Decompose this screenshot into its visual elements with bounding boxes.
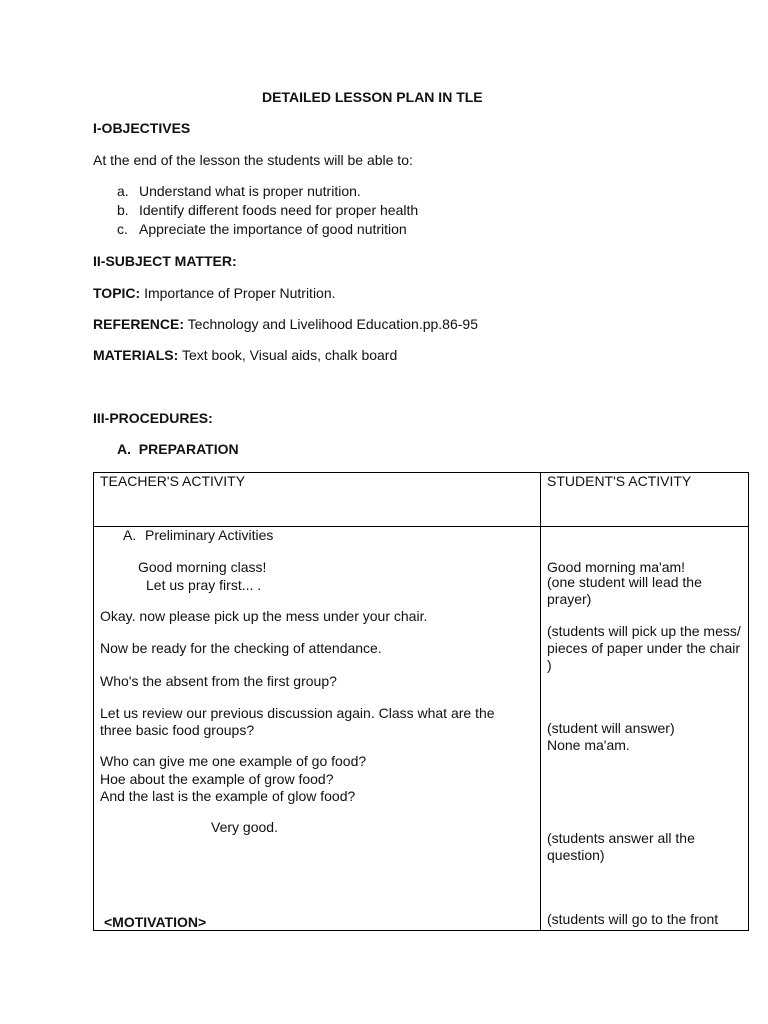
student-answer-all: (students answer all the question) — [547, 830, 695, 863]
teacher-pray: Let us pray first... . — [146, 577, 262, 593]
document-title: DETAILED LESSON PLAN IN TLE — [262, 89, 483, 105]
teacher-review: Let us review our previous discussion again. Class what are the three basic food groups? — [100, 705, 495, 738]
table-column-divider — [540, 472, 541, 931]
objective-text: Appreciate the importance of good nutrition — [139, 221, 407, 237]
objective-item — [117, 182, 361, 200]
preliminary-activities — [123, 526, 273, 544]
student-prayer: (one student will lead the prayer) — [547, 574, 702, 607]
preparation-subheading: A. PREPARATION — [117, 441, 239, 457]
materials-label: MATERIALS: — [93, 347, 179, 363]
topic-label: TOPIC: — [93, 285, 141, 301]
objective-item — [117, 220, 407, 238]
materials-value: Text book, Visual aids, chalk board — [181, 347, 398, 363]
list-marker: a. — [117, 183, 129, 199]
subject-matter-heading: II-SUBJECT MATTER: — [93, 253, 237, 269]
objective-text: Understand what is proper nutrition. — [139, 183, 361, 199]
student-front: (students will go to the front — [547, 911, 719, 927]
teacher-very-good: Very good. — [211, 819, 278, 835]
teacher-grow-food: Hoe about the example of grow food? — [100, 771, 334, 787]
student-none: None ma'am. — [547, 737, 630, 753]
list-marker: b. — [117, 202, 129, 218]
materials-line — [93, 346, 397, 364]
student-answer: (student will answer) — [547, 720, 675, 736]
teacher-pickup: Okay. now please pick up the mess under your chair. — [100, 608, 428, 624]
objective-item — [117, 201, 418, 219]
reference-line — [93, 315, 478, 333]
teacher-attendance: Now be ready for the checking of attendance. — [100, 640, 382, 656]
student-greeting: Good morning ma'am! — [547, 559, 686, 575]
student-pickup: (students will pick up the mess/ pieces of paper under the chair ) — [547, 623, 741, 673]
preliminary-label: Preliminary Activities — [145, 527, 274, 543]
objectives-heading: I-OBJECTIVES — [93, 120, 191, 136]
list-marker: c. — [117, 221, 128, 237]
motivation-heading: <MOTIVATION> — [104, 914, 207, 930]
teacher-activity-header: TEACHER'S ACTIVITY — [100, 473, 246, 489]
objectives-intro: At the end of the lesson the students will be able to: — [93, 152, 413, 168]
reference-value: Technology and Livelihood Education.pp.86-95 — [187, 316, 478, 332]
reference-label: REFERENCE: — [93, 316, 185, 332]
procedures-heading: III-PROCEDURES: — [93, 410, 213, 426]
teacher-greeting: Good morning class! — [138, 559, 267, 575]
teacher-go-food: Who can give me one example of go food? — [100, 753, 367, 769]
teacher-glow-food: And the last is the example of glow food? — [100, 788, 356, 804]
objective-text: Identify different foods need for proper health — [139, 202, 419, 218]
list-marker: A. — [123, 527, 137, 543]
topic-line — [93, 284, 336, 302]
student-activity-header: STUDENT'S ACTIVITY — [547, 473, 692, 489]
topic-value: Importance of Proper Nutrition. — [144, 285, 336, 301]
teacher-absent: Who's the absent from the first group? — [100, 673, 337, 689]
